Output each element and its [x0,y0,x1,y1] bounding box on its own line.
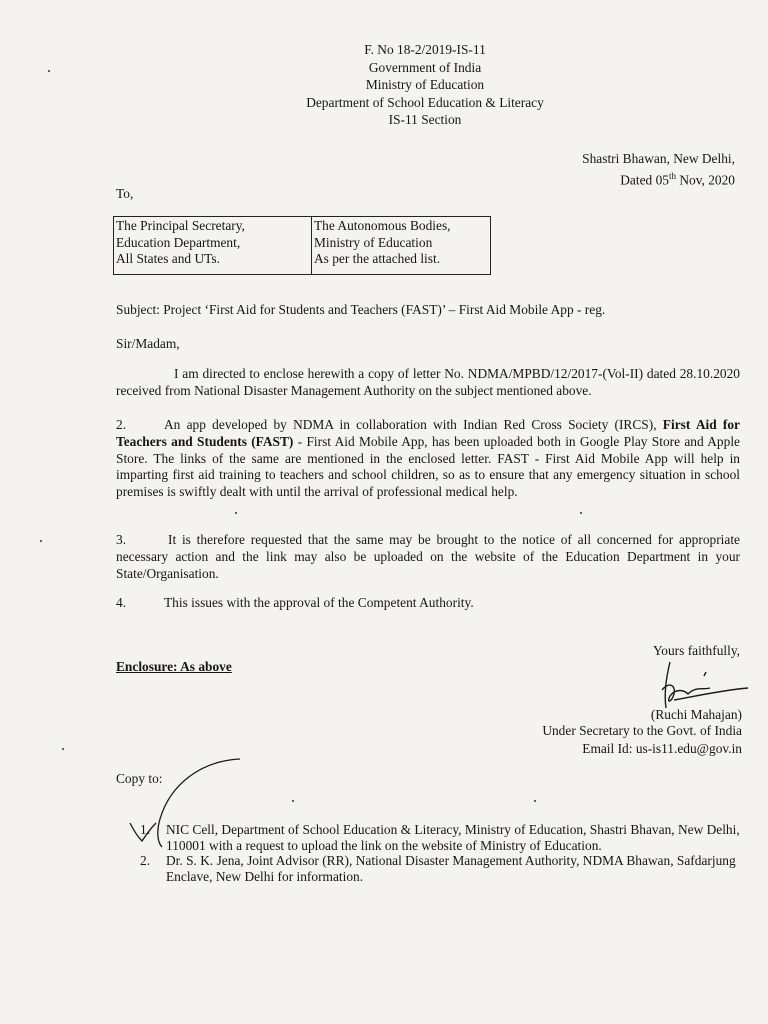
enclosure-note: Enclosure: As above [116,659,232,674]
paragraph-3-text: It is therefore requested that the same may be brought to the notice of all concerned for appropriate necessary action and the link may also be uploaded on the website of the Education Department in your State/Organisation. [116,532,740,581]
list-item [140,822,745,853]
signatory-designation: Under Secretary to the Govt. of India [542,723,742,738]
paragraph-3 [116,532,740,582]
paragraph-2-bold: First Aid for Teachers and Students (FAST) [116,417,740,449]
recipient-right-line-2: Ministry of Education [314,234,433,250]
signatory-designation-block [542,722,742,757]
signatory-email: Email Id: us-is11.edu@gov.in [582,740,742,756]
copy-item-2-text: Dr. S. K. Jena, Joint Advisor (RR), National Disaster Management Authority, NDMA Bhawan, Safdarjung Enclave, New Delhi for information. [166,853,736,884]
paragraph-2-text-b: - First Aid Mobile App, has been uploaded both in Google Play Store and Apple Store. The links of the same are mentioned in the enclosed letter. FAST - First Aid Mobile App will help in imparting first aid training to teachers and school children, so as to ensure that any emergency situation in school premises is swiftly dealt with until the arrival of professional medical help. [116,433,740,500]
copy-to-label: Copy to: [116,771,163,786]
place-date-block [582,150,735,188]
copy-item-1-text: NIC Cell, Department of School Education & Literacy, Ministry of Education, Shastri Bhavan, New Delhi, 110001 with a request to upload the link on the website of Ministry of Education. [166,822,740,853]
salutation: Sir/Madam, [116,336,180,351]
copy-item-1-number: 1. [140,822,151,837]
paragraph-4-number: 4. [116,595,127,610]
recipient-left-line-2: Education Department, [116,234,241,250]
recipients-table [113,216,491,275]
paragraph-2 [116,417,740,501]
paragraph-2-number: 2. [116,417,127,432]
list-item [140,853,745,884]
to-label: To, [116,186,134,201]
paragraph-2-text-a: An app developed by NDMA in collaboration with Indian Red Cross Society (IRCS), [164,417,663,432]
ministry-line: Ministry of Education [365,77,485,92]
subject-line: Subject: Project ‘First Aid for Students and Teachers (FAST)’ – First Aid Mobile App - reg. [116,302,606,317]
recipient-left [114,217,312,275]
paragraph-3-number: 3. [116,532,127,547]
date [582,168,735,189]
scan-speck [534,800,536,802]
date-prefix: Dated 05 [620,171,669,187]
letter-header [0,41,768,129]
copy-item-2-number: 2. [140,853,151,868]
scan-speck [62,748,64,750]
government-line: Government of India [368,59,482,75]
scan-speck [48,70,50,72]
recipient-left-line-3: All States and UTs. [116,251,220,266]
place: Shastri Bhawan, New Delhi, [582,151,735,166]
recipient-right-line-1: The Autonomous Bodies, [314,218,451,233]
scan-speck [235,512,237,514]
scan-speck [292,800,294,802]
department-line: Department of School Education & Literacy [306,94,544,110]
closing: Yours faithfully, [652,643,740,658]
date-suffix: Nov, 2020 [675,171,735,187]
file-number: F. No 18-2/2019-IS-11 [364,42,486,57]
signatory-name: (Ruchi Mahajan) [650,707,742,722]
scan-speck [580,512,582,514]
recipient-right [312,217,491,275]
paragraph-4 [116,595,740,612]
date-superscript: th [668,170,676,181]
paragraph-4-text: This issues with the approval of the Competent Authority. [164,595,474,610]
recipient-left-line-1: The Principal Secretary, [116,218,245,233]
section-line: IS-11 Section [388,112,462,127]
copy-to-list [140,822,745,884]
paragraph-1: I am directed to enclose herewith a copy of letter No. NDMA/MPBD/12/2017-(Vol-II) dated 28.10.2020 received from National Disaster Management Authority on the subject mentioned above. [116,366,740,398]
recipient-right-line-3: As per the attached list. [314,251,441,266]
scan-speck [40,540,42,542]
